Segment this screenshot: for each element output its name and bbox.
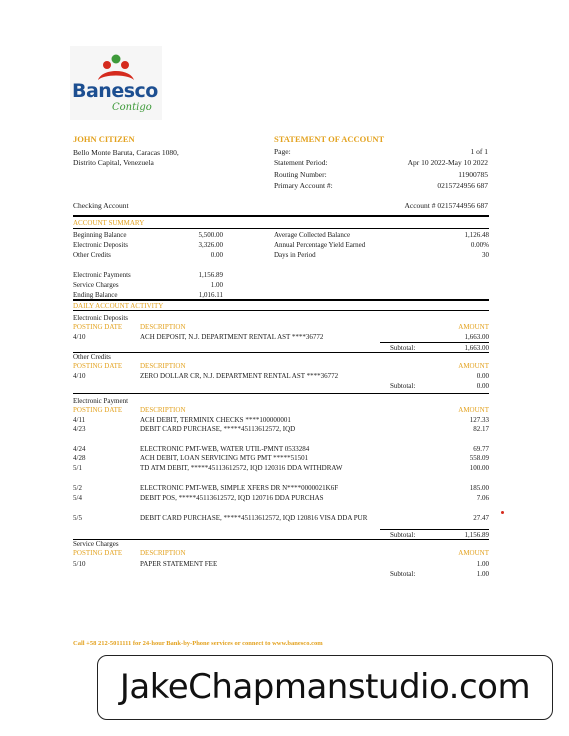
- table-row: [73, 416, 489, 425]
- summary-value: 1,016.11: [198, 291, 223, 299]
- row-amount: 185.00: [469, 484, 489, 492]
- column-header-row: [73, 323, 489, 332]
- row-date: 5/4: [73, 494, 82, 502]
- divider: [73, 228, 489, 229]
- row-description: ELECTRONIC PMT-WEB, SIMPLE XFERS DR N****0000021K6F: [140, 484, 339, 492]
- row-date: 4/24: [73, 445, 86, 453]
- statement-title: STATEMENT OF ACCOUNT: [274, 134, 385, 144]
- customer-name: JOHN CITIZEN: [73, 134, 135, 144]
- period-value: Apr 10 2022-May 10 2022: [407, 158, 488, 167]
- row-amount: 7.06: [476, 494, 489, 502]
- summary-value: 3,326.00: [198, 241, 223, 249]
- subtotal-value: 1,156.89: [464, 531, 489, 539]
- row-date: 5/1: [73, 464, 82, 472]
- bank-logo: [70, 46, 162, 120]
- summary-row: [73, 241, 489, 250]
- summary-label: Other Credits: [73, 251, 111, 259]
- col-description: DESCRIPTION: [140, 549, 186, 557]
- row-amount: 558.09: [469, 454, 489, 462]
- summary-label: Beginning Balance: [73, 231, 127, 239]
- subtotal-label: Subtotal:: [390, 344, 416, 352]
- subtotal-value: 0.00: [476, 382, 489, 390]
- row-date: 4/28: [73, 454, 86, 462]
- logo-wordmark: Banesco: [72, 80, 158, 102]
- summary-label: Annual Percentage Yield Earned: [274, 241, 366, 249]
- subtotal-value: 1,663.00: [464, 344, 489, 352]
- row-date: 5/10: [73, 560, 86, 568]
- account-type: Checking Account: [73, 201, 129, 210]
- table-row: [73, 372, 489, 381]
- row-amount: 100.00: [469, 464, 489, 472]
- table-row: [73, 484, 489, 493]
- row-description: DEBIT CARD PURCHASE, *****45113612572, IQD 120816 VISA DDA PUR: [140, 514, 368, 522]
- table-row: [73, 454, 489, 463]
- row-date: 4/10: [73, 372, 86, 380]
- page-label: Page:: [274, 147, 291, 156]
- customer-address-line1: Bello Monte Baruta, Caracas 1080,: [73, 148, 179, 157]
- table-row: [73, 494, 489, 503]
- col-posting-date: POSTING DATE: [73, 549, 123, 557]
- summary-label: Electronic Payments: [73, 271, 131, 279]
- subtotal-label: Subtotal:: [390, 382, 416, 390]
- period-label: Statement Period:: [274, 158, 328, 167]
- summary-value: 5,500.00: [198, 231, 223, 239]
- col-posting-date: POSTING DATE: [73, 406, 123, 414]
- section-title: Service Charges: [73, 540, 119, 548]
- divider: [73, 215, 489, 217]
- row-description: PAPER STATEMENT FEE: [140, 560, 218, 568]
- row-description: DEBIT CARD PURCHASE, *****45113612572, IQD: [140, 425, 296, 433]
- summary-label: Days in Period: [274, 251, 316, 259]
- footer-note: Call +58 212-5011111 for 24-hour Bank-by-Phone services or connect to www.banesco.com: [73, 640, 323, 647]
- col-amount: AMOUNT: [458, 549, 489, 557]
- summary-row: [73, 271, 489, 280]
- divider: [73, 539, 489, 540]
- col-posting-date: POSTING DATE: [73, 323, 123, 331]
- row-description: DEBIT POS, *****45113612572, IQD 120716 DDA PURCHAS: [140, 494, 324, 502]
- col-description: DESCRIPTION: [140, 362, 186, 370]
- section-title: Electronic Deposits: [73, 314, 129, 322]
- row-description: ELECTRONIC PMT-WEB, WATER UTIL-PMNT 0533284: [140, 445, 310, 453]
- activity-heading: DAILY ACCOUNT ACTIVITY: [73, 302, 164, 310]
- summary-value: 0.00%: [470, 241, 489, 249]
- col-amount: AMOUNT: [458, 323, 489, 331]
- divider: [380, 529, 489, 530]
- routing-label: Routing Number:: [274, 170, 327, 179]
- row-date: 4/10: [73, 333, 86, 341]
- row-amount: 82.17: [473, 425, 489, 433]
- summary-row: [73, 281, 489, 290]
- subtotal-value: 1.00: [476, 570, 489, 578]
- row-amount: 1,663.00: [464, 333, 489, 341]
- subtotal-label: Subtotal:: [390, 570, 416, 578]
- row-description: TD ATM DEBIT, *****45113612572, IQD 120316 DDA WITHDRAW: [140, 464, 343, 472]
- summary-label: Average Collected Balance: [274, 231, 351, 239]
- subtotal-label: Subtotal:: [390, 531, 416, 539]
- section-title: Other Credits: [73, 353, 111, 361]
- row-description: ACH DEPOSIT, N.J. DEPARTMENT RENTAL AST ****36772: [140, 333, 324, 341]
- row-amount: 0.00: [476, 372, 489, 380]
- table-row: [73, 425, 489, 434]
- summary-label: Electronic Deposits: [73, 241, 129, 249]
- row-amount: 1.00: [476, 560, 489, 568]
- row-date: 5/2: [73, 484, 82, 492]
- summary-row: [73, 251, 489, 260]
- table-row: [73, 445, 489, 454]
- col-description: DESCRIPTION: [140, 323, 186, 331]
- primary-account-value: 0215724956 687: [437, 181, 488, 190]
- page-value: 1 of 1: [470, 147, 488, 156]
- table-row: [73, 514, 489, 523]
- table-row: [73, 560, 489, 569]
- row-amount: 127.33: [469, 416, 489, 424]
- col-amount: AMOUNT: [458, 362, 489, 370]
- routing-value: 11900785: [458, 170, 488, 179]
- divider: [380, 342, 489, 343]
- summary-value: 1.00: [210, 281, 223, 289]
- section-title: Electronic Payment: [73, 397, 129, 405]
- divider: [73, 310, 489, 311]
- row-date: 4/23: [73, 425, 86, 433]
- summary-value: 30: [482, 251, 489, 259]
- summary-value: 1,126.48: [464, 231, 489, 239]
- row-date: 5/5: [73, 514, 82, 522]
- summary-label: Ending Balance: [73, 291, 118, 299]
- primary-account-label: Primary Account #:: [274, 181, 333, 190]
- customer-address-line2: Distrito Capital, Venezuela: [73, 158, 154, 167]
- summary-value: 0.00: [210, 251, 223, 259]
- watermark-banner: JakeChapmanstudio.com: [97, 655, 553, 720]
- column-header-row: [73, 549, 489, 558]
- summary-heading: ACCOUNT SUMMARY: [73, 219, 145, 227]
- table-row: [73, 333, 489, 342]
- column-header-row: [73, 406, 489, 415]
- col-amount: AMOUNT: [458, 406, 489, 414]
- col-description: DESCRIPTION: [140, 406, 186, 414]
- logo-tagline: Contigo: [112, 102, 152, 113]
- row-amount: 27.47: [473, 514, 489, 522]
- subtotal-row: [73, 382, 489, 391]
- table-row: [73, 464, 489, 473]
- row-description: ACH DEBIT, LOAN SERVICING MTG PMT *****51501: [140, 454, 309, 462]
- row-description: ZERO DOLLAR CR, N.J. DEPARTMENT RENTAL AST ****36772: [140, 372, 339, 380]
- divider: [73, 299, 489, 301]
- summary-value: 1,156.89: [198, 271, 223, 279]
- account-number: Account # 0215744956 687: [404, 201, 488, 210]
- col-posting-date: POSTING DATE: [73, 362, 123, 370]
- divider: [73, 393, 489, 394]
- row-date: 4/11: [73, 416, 86, 424]
- row-amount: 69.77: [473, 445, 489, 453]
- red-dot-mark: [501, 511, 504, 514]
- summary-row: [73, 231, 489, 240]
- row-description: ACH DEBIT, TERMINIX CHECKS ****100000001: [140, 416, 291, 424]
- subtotal-row: [73, 570, 489, 579]
- column-header-row: [73, 362, 489, 371]
- divider: [73, 352, 489, 353]
- summary-label: Service Charges: [73, 281, 119, 289]
